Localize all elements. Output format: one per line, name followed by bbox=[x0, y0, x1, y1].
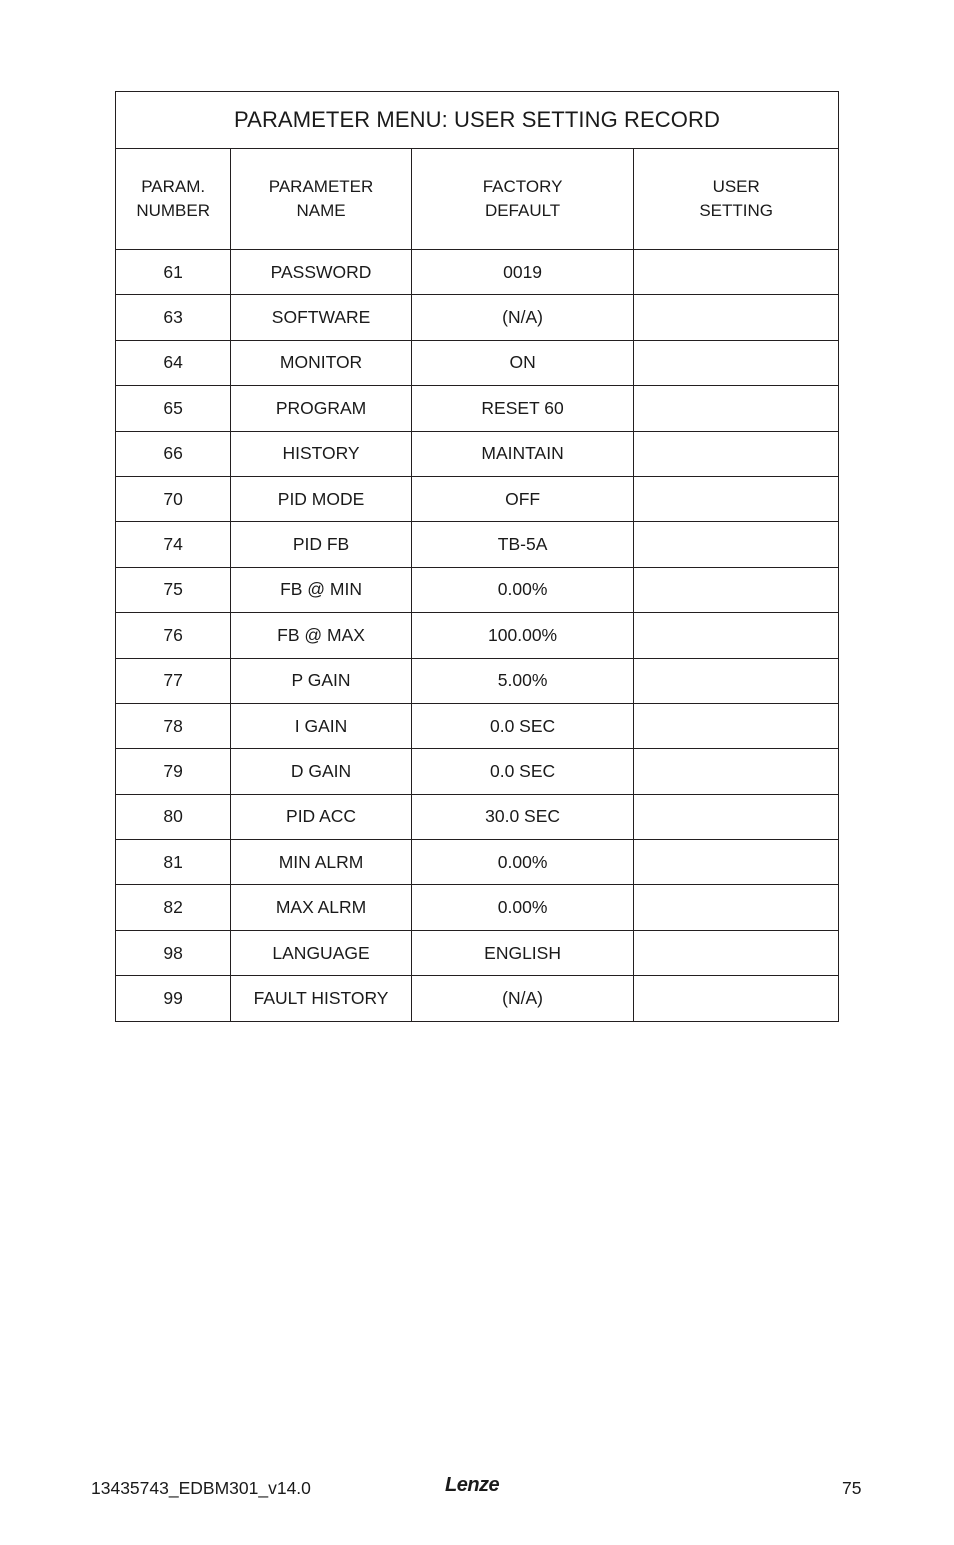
table-row bbox=[116, 840, 839, 885]
param-number-cell: 64 bbox=[116, 340, 231, 385]
factory-default-cell: (N/A) bbox=[411, 295, 634, 340]
factory-default-cell: RESET 60 bbox=[411, 386, 634, 431]
param-name-cell: SOFTWARE bbox=[231, 295, 411, 340]
param-name-cell: P GAIN bbox=[231, 658, 411, 703]
header-factory-default bbox=[411, 149, 634, 250]
param-name-cell: PID FB bbox=[231, 522, 411, 567]
table-row bbox=[116, 476, 839, 521]
param-number-cell: 80 bbox=[116, 794, 231, 839]
factory-default-cell: OFF bbox=[411, 476, 634, 521]
header-line: USER bbox=[712, 177, 760, 196]
user-setting-cell[interactable] bbox=[634, 658, 839, 703]
factory-default-cell: TB-5A bbox=[411, 522, 634, 567]
param-name-cell: D GAIN bbox=[231, 749, 411, 794]
param-name-cell: MONITOR bbox=[231, 340, 411, 385]
factory-default-cell: 0.00% bbox=[411, 567, 634, 612]
user-setting-cell[interactable] bbox=[634, 386, 839, 431]
lenze-logo: Lenze bbox=[445, 1474, 500, 1496]
header-line: FACTORY bbox=[482, 177, 563, 196]
param-number-cell: 70 bbox=[116, 476, 231, 521]
table-body bbox=[116, 250, 839, 1022]
param-name-cell: PASSWORD bbox=[231, 250, 411, 295]
param-name-cell: PID ACC bbox=[231, 794, 411, 839]
param-name-cell: MIN ALRM bbox=[231, 840, 411, 885]
user-setting-cell[interactable] bbox=[634, 522, 839, 567]
table-row bbox=[116, 522, 839, 567]
table-row bbox=[116, 386, 839, 431]
param-name-cell: HISTORY bbox=[231, 431, 411, 476]
table-row bbox=[116, 658, 839, 703]
param-name-cell: I GAIN bbox=[231, 703, 411, 748]
header-line: NUMBER bbox=[136, 201, 210, 220]
param-name-cell: FB @ MIN bbox=[231, 567, 411, 612]
param-number-cell: 98 bbox=[116, 930, 231, 975]
factory-default-cell: 0.00% bbox=[411, 840, 634, 885]
table-row bbox=[116, 340, 839, 385]
param-number-cell: 63 bbox=[116, 295, 231, 340]
param-number-cell: 65 bbox=[116, 386, 231, 431]
user-setting-cell[interactable] bbox=[634, 749, 839, 794]
table-row bbox=[116, 613, 839, 658]
factory-default-cell: ON bbox=[411, 340, 634, 385]
user-setting-cell[interactable] bbox=[634, 567, 839, 612]
header-user-setting bbox=[634, 149, 839, 250]
user-setting-cell[interactable] bbox=[634, 703, 839, 748]
param-number-cell: 77 bbox=[116, 658, 231, 703]
table-title: PARAMETER MENU: USER SETTING RECORD bbox=[116, 92, 839, 149]
factory-default-cell: 30.0 SEC bbox=[411, 794, 634, 839]
table-row bbox=[116, 250, 839, 295]
header-line: PARAMETER bbox=[268, 177, 374, 196]
param-number-cell: 99 bbox=[116, 976, 231, 1021]
param-number-cell: 76 bbox=[116, 613, 231, 658]
parameter-table bbox=[115, 91, 839, 1022]
user-setting-cell[interactable] bbox=[634, 930, 839, 975]
param-name-cell: FB @ MAX bbox=[231, 613, 411, 658]
user-setting-cell[interactable] bbox=[634, 340, 839, 385]
header-param-number bbox=[116, 149, 231, 250]
factory-default-cell: 0019 bbox=[411, 250, 634, 295]
param-name-cell: PROGRAM bbox=[231, 386, 411, 431]
param-number-cell: 74 bbox=[116, 522, 231, 567]
user-setting-cell[interactable] bbox=[634, 476, 839, 521]
factory-default-cell: 100.00% bbox=[411, 613, 634, 658]
param-name-cell: LANGUAGE bbox=[231, 930, 411, 975]
user-setting-cell[interactable] bbox=[634, 295, 839, 340]
header-parameter-name bbox=[231, 149, 411, 250]
factory-default-cell: 5.00% bbox=[411, 658, 634, 703]
table-row bbox=[116, 885, 839, 930]
param-name-cell: MAX ALRM bbox=[231, 885, 411, 930]
header-line: PARAM. bbox=[141, 177, 206, 196]
factory-default-cell: (N/A) bbox=[411, 976, 634, 1021]
header-line: SETTING bbox=[699, 201, 774, 220]
user-setting-cell[interactable] bbox=[634, 840, 839, 885]
user-setting-cell[interactable] bbox=[634, 885, 839, 930]
table-row bbox=[116, 976, 839, 1021]
user-setting-cell[interactable] bbox=[634, 794, 839, 839]
document-id: 13435743_EDBM301_v14.0 bbox=[91, 1478, 311, 1498]
factory-default-cell: 0.0 SEC bbox=[411, 703, 634, 748]
param-number-cell: 81 bbox=[116, 840, 231, 885]
table-row bbox=[116, 431, 839, 476]
param-number-cell: 79 bbox=[116, 749, 231, 794]
factory-default-cell: 0.00% bbox=[411, 885, 634, 930]
param-name-cell: FAULT HISTORY bbox=[231, 976, 411, 1021]
header-line: DEFAULT bbox=[484, 201, 561, 220]
factory-default-cell: ENGLISH bbox=[411, 930, 634, 975]
table-row bbox=[116, 794, 839, 839]
param-number-cell: 75 bbox=[116, 567, 231, 612]
user-setting-cell[interactable] bbox=[634, 613, 839, 658]
user-setting-cell[interactable] bbox=[634, 431, 839, 476]
param-number-cell: 61 bbox=[116, 250, 231, 295]
header-line: NAME bbox=[296, 201, 346, 220]
param-name-cell: PID MODE bbox=[231, 476, 411, 521]
user-setting-cell[interactable] bbox=[634, 976, 839, 1021]
table-row bbox=[116, 930, 839, 975]
param-number-cell: 78 bbox=[116, 703, 231, 748]
param-number-cell: 66 bbox=[116, 431, 231, 476]
table-row bbox=[116, 703, 839, 748]
table-row bbox=[116, 567, 839, 612]
table-row bbox=[116, 295, 839, 340]
table-row bbox=[116, 749, 839, 794]
factory-default-cell: MAINTAIN bbox=[411, 431, 634, 476]
param-number-cell: 82 bbox=[116, 885, 231, 930]
page-number: 75 bbox=[842, 1478, 862, 1498]
factory-default-cell: 0.0 SEC bbox=[411, 749, 634, 794]
user-setting-cell[interactable] bbox=[634, 250, 839, 295]
